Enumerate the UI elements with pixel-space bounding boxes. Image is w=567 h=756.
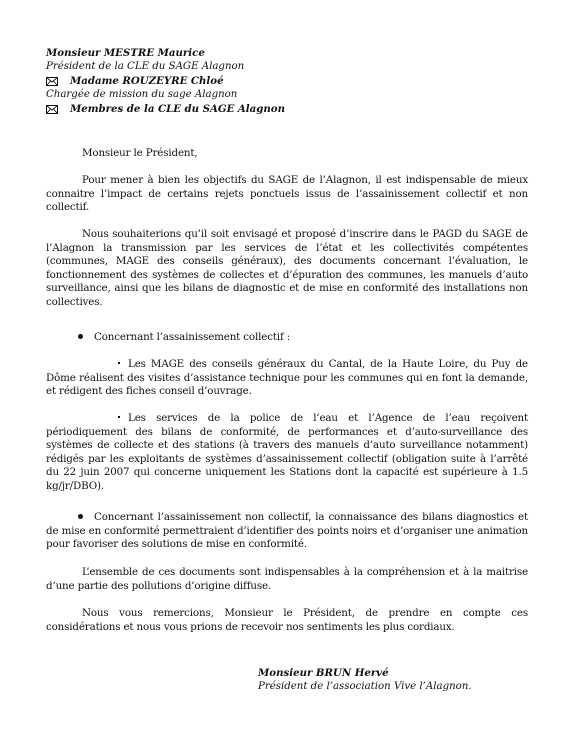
paragraph-intro: Pour mener à bien les objectifs du SAGE de l’Alagnon, il est indispensable de mieux connaitre l’impact de certains rejets ponctuels issus de l’assainissement collectif et non collectif.	[46, 174, 528, 214]
sub-bullet-icon	[118, 362, 120, 364]
bullet-non-collective-text: Concernant l’assainissement non collectif, la connaissance des bilans diagnostics et de mise en conformité permettraient d’identifier des points noirs et d’organiser une animation pour favoriser des solutions de mise en conformité.	[46, 511, 528, 551]
signature-name: Monsieur BRUN Hervé	[258, 667, 389, 679]
recipient-name: Monsieur MESTRE Maurice	[46, 47, 205, 59]
bullet-icon	[78, 514, 83, 519]
cc1-name: Madame ROUZEYRE Chloé	[70, 75, 224, 87]
sub-bullet-icon	[118, 416, 120, 418]
sub-item-mage-text: Les MAGE des conseils généraux du Cantal, de la Haute Loire, du Puy de Dôme réalisent des visites d’assistance technique pour les communes qui en font la demande, et rédigent des fiches conseil d’ouvrage.	[46, 358, 528, 398]
bullet-collective	[78, 331, 290, 345]
bullet-collective-label: Concernant l’assainissement collectif :	[94, 331, 291, 343]
sub-item-police-text: Les services de la police de l’eau et l’Agence de l’eau reçoivent périodiquement des bilans de conformité, de performances et d’auto-surveillance des systèmes de collecte et des stations (à travers des manuels d’auto surveillance notamment) rédigés par les exploitants de systèmes d’assainissement collectif (obligation suite à l’arrêté du 22 juin 2007 qui concerne uniquement les Stations dont la capacité est supérieure à 1.5 kg/jr/DBO).	[46, 412, 528, 492]
cc1-title: Chargée de mission du sage Alagnon	[46, 89, 238, 100]
sub-item-police	[46, 412, 528, 494]
sub-item-mage	[46, 358, 528, 399]
envelope-icon	[46, 77, 58, 86]
cc2-name: Membres de la CLE du SAGE Alagnon	[70, 103, 286, 115]
envelope-icon	[46, 105, 58, 114]
bullet-non-collective	[46, 511, 528, 552]
paragraph-documents: L’ensemble de ces documents sont indispensables à la compréhension et à la maitrise d’une partie des pollutions d’origine diffuse.	[46, 566, 528, 592]
recipient-title: Président de la CLE du SAGE Alagnon	[46, 61, 245, 72]
signature-title: Président de l’association Vive l’Alagnon.	[258, 681, 472, 692]
bullet-icon	[78, 334, 83, 339]
paragraph-request: Nous souhaiterions qu’il soit envisagé et proposé d’inscrire dans le PAGD du SAGE de l’Alagnon la transmission par les services de l’état et les collectivités compétentes (communes, MAGE des conseils généraux), des documents concernant l’évaluation, le fonctionnement des systèmes de collectes et d’épuration des communes, les manuels d’auto surveillance, ainsi que les bilans de diagnostic et de mise en conformité des installations non collectives.	[46, 228, 528, 308]
paragraph-closing: Nous vous remercions, Monsieur le Président, de prendre en compte ces considérations et nous vous prions de recevoir nos sentiments les plus cordiaux.	[46, 607, 528, 633]
salutation: Monsieur le Président,	[82, 147, 198, 159]
